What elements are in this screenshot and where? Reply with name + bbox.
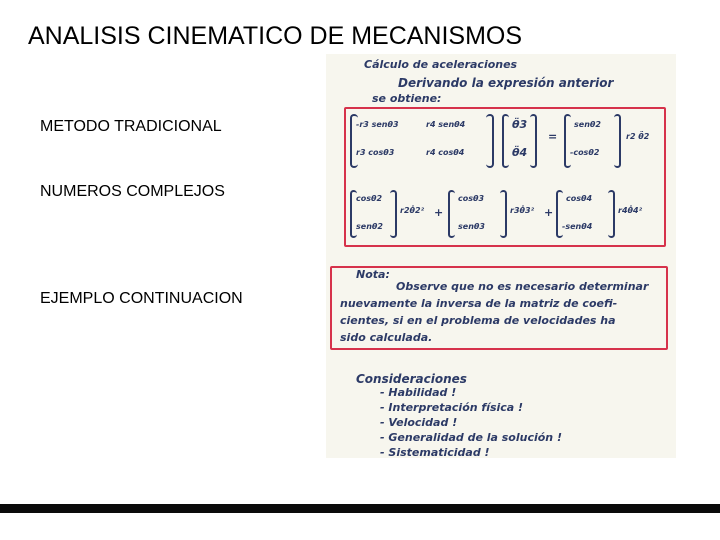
consideraciones-title: Consideraciones [356,372,467,386]
coef-1: r2θ̇2² [400,206,425,215]
vector-x1: θ̈3 [512,118,528,131]
vec3-bracket-right [608,190,615,238]
note-line-4: sido calculada. [340,331,433,344]
consideracion-5: - Sistematicidad ! [380,446,490,458]
vec1-b: senθ2 [356,222,383,231]
vec3-a: cosθ4 [566,194,593,203]
matrix-a22: r4 cosθ4 [426,148,465,157]
menu-item-numeros-complejos[interactable]: NUMEROS COMPLEJOS [40,183,225,200]
consideracion-4: - Generalidad de la solución ! [380,431,562,444]
note-line-2: nuevamente la inversa de la matriz de coefi- [340,297,618,310]
vec3-b: -senθ4 [562,222,593,231]
matrix-a21: r3 cosθ3 [356,148,395,157]
menu-item-ejemplo-continuacion[interactable]: EJEMPLO CONTINUACION [40,290,243,307]
vector-b-bracket-right [614,114,621,168]
bottom-bar [0,504,720,513]
notes-line-1: Derivando la expresión anterior [398,76,614,90]
vector-b2: -cosθ2 [570,148,600,157]
matrix-bracket-right [486,114,494,168]
vector-x-bracket-left [502,114,509,168]
note-label: Nota: [356,268,390,281]
slide-title: ANALISIS CINEMATICO DE MECANISMOS [28,22,523,50]
vec2-a: cosθ3 [458,194,485,203]
vector-x-bracket-right [530,114,537,168]
menu-item-metodo-tradicional[interactable]: METODO TRADICIONAL [40,118,222,135]
plus-2: + [544,206,554,219]
vec2-b: senθ3 [458,222,485,231]
vec1-bracket-right [390,190,397,238]
handwritten-notes-image [326,54,676,458]
coef-3: r4θ̇4² [618,206,643,215]
matrix-a11: -r3 senθ3 [356,120,399,129]
consideracion-1: - Habilidad ! [380,386,457,399]
coef-2: r3θ̇3² [510,206,535,215]
matrix-a12: r4 senθ4 [426,120,466,129]
consideracion-3: - Velocidad ! [380,416,458,429]
plus-1: + [434,206,444,219]
notes-line-2: se obtiene: [372,92,442,105]
equals-sign: = [548,130,558,143]
vec1-a: cosθ2 [356,194,383,203]
consideracion-2: - Interpretación física ! [380,401,524,414]
notes-heading: Cálculo de aceleraciones [364,58,518,71]
vector-b1: senθ2 [574,120,601,129]
r2-theta2-term: r2 θ̈2 [626,132,650,141]
note-line-1: Observe que no es necesario determinar [396,280,649,293]
vector-b-bracket-left [564,114,571,168]
vec2-bracket-right [500,190,507,238]
vector-x2: θ̈4 [512,146,528,159]
vec2-bracket-left [448,190,455,238]
note-line-3: cientes, si en el problema de velocidades ha [340,314,616,327]
